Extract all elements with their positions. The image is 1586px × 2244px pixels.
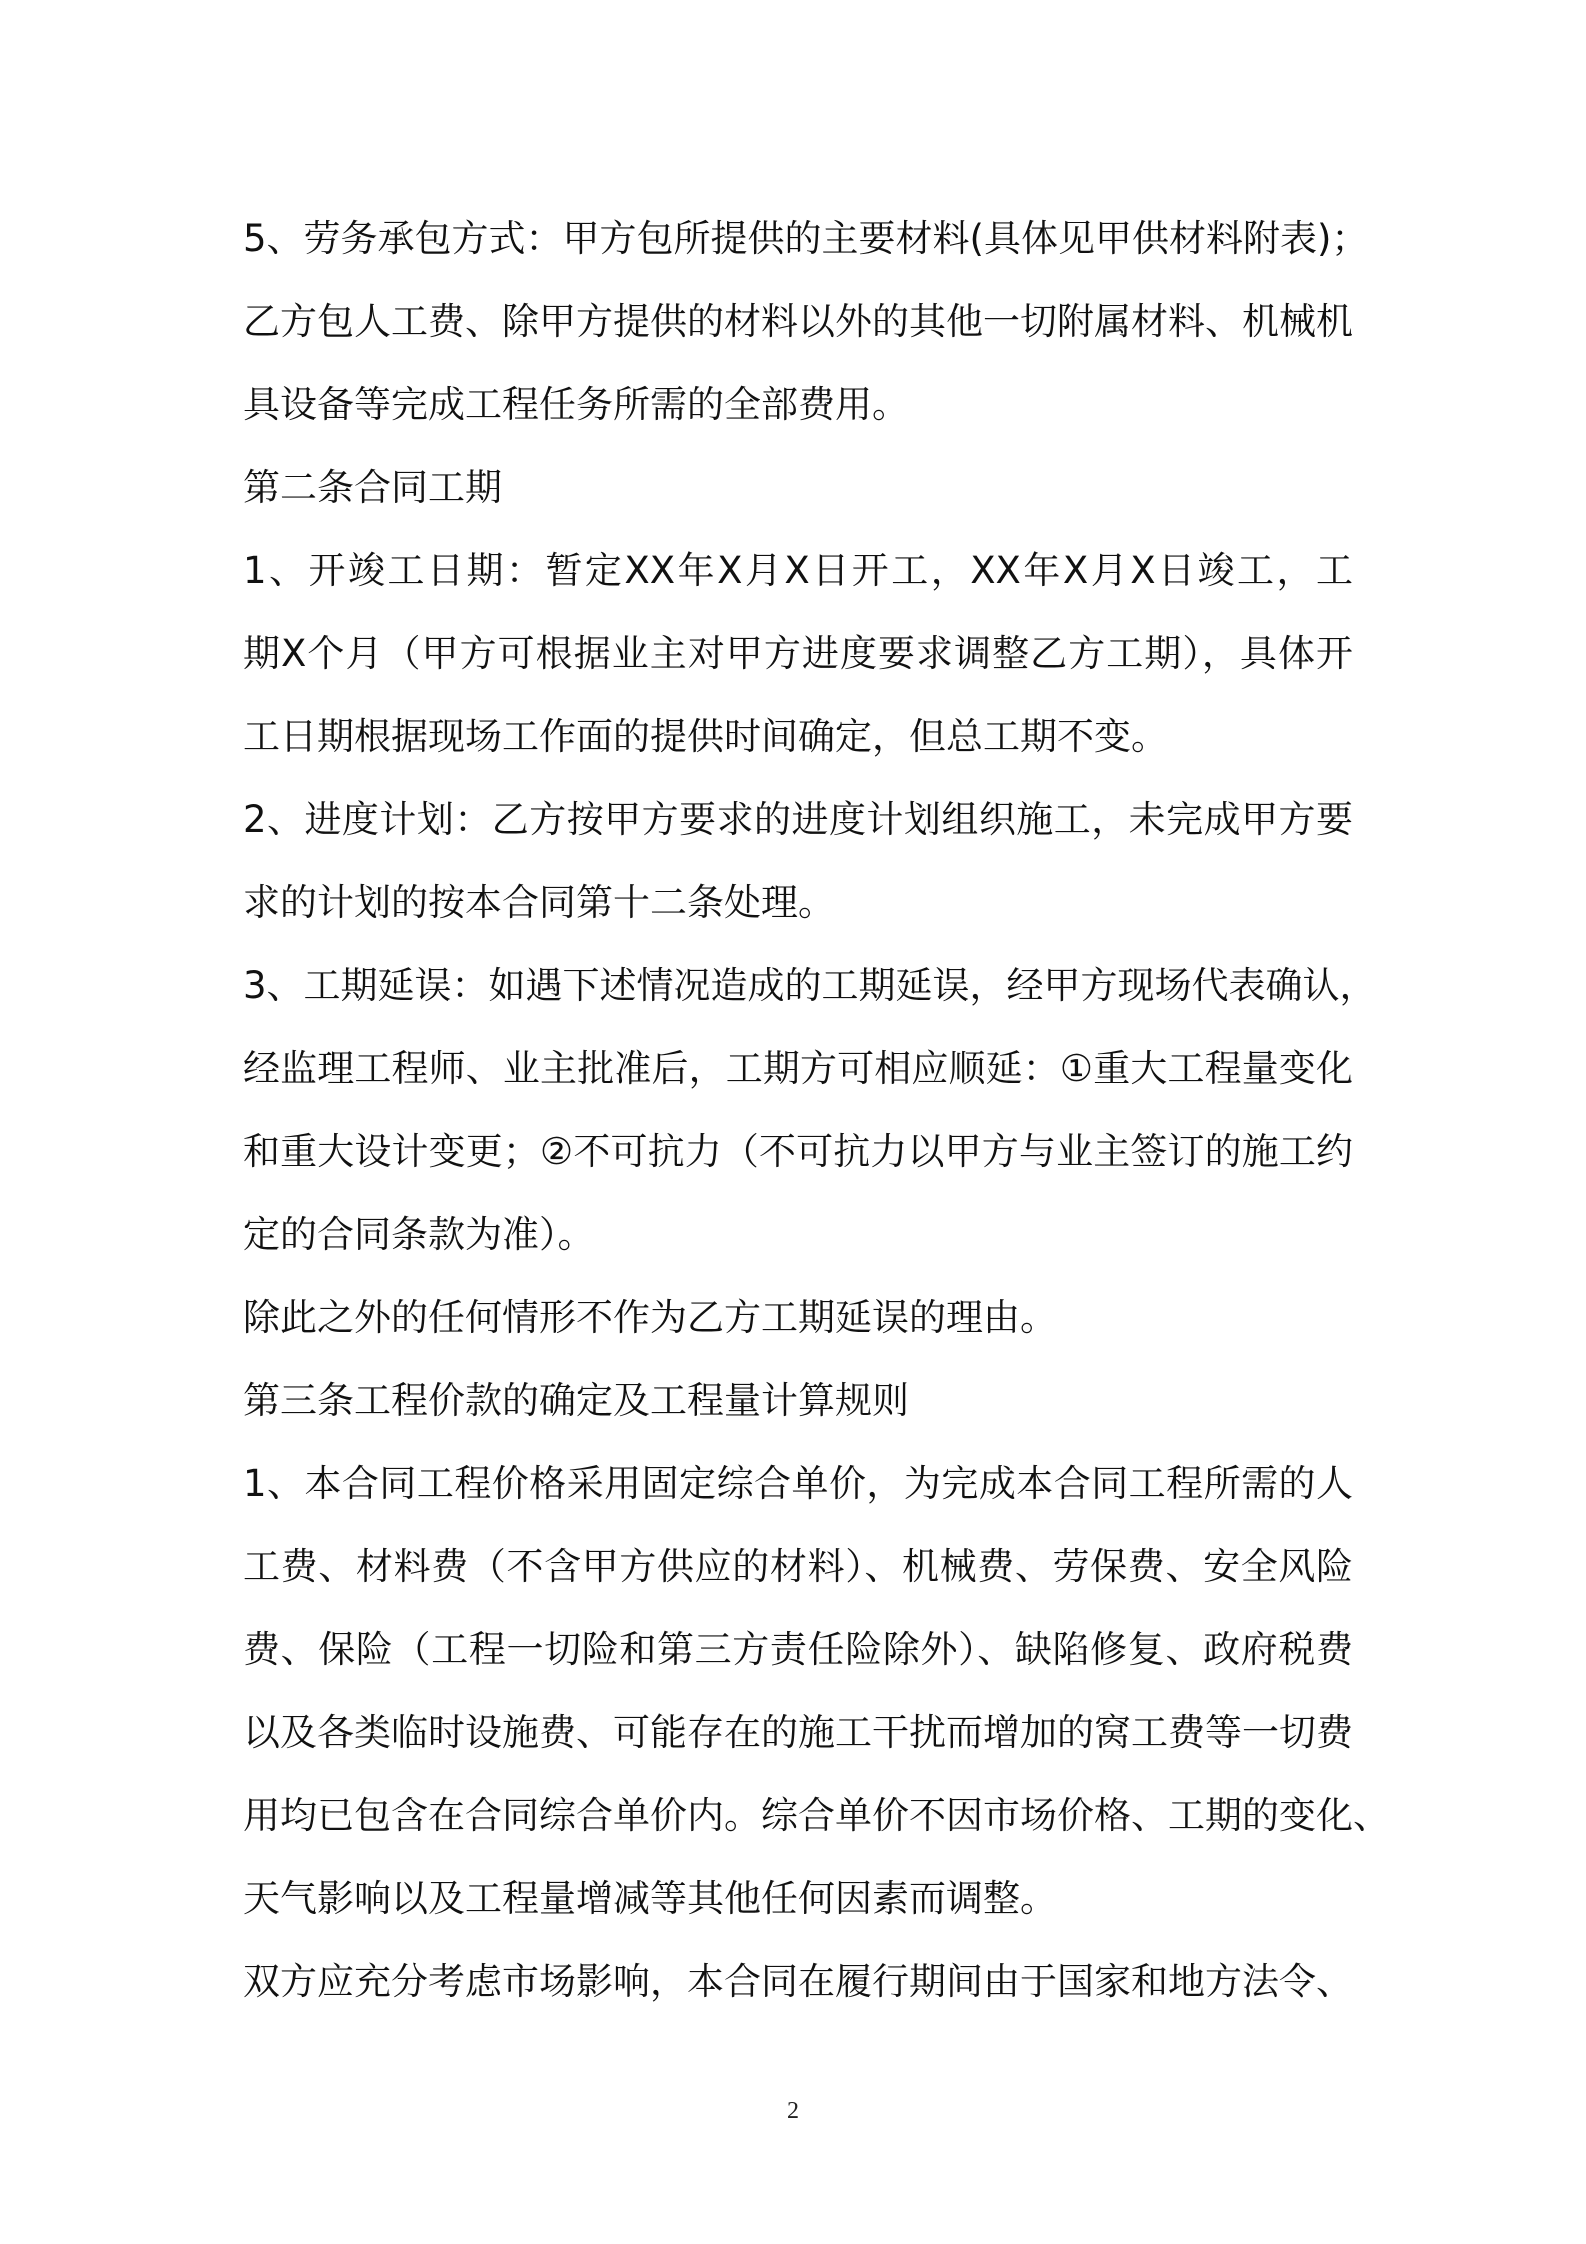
page-number: 2 (787, 2098, 799, 2124)
text-line: 具设备等完成工程任务所需的全部费用。 (243, 383, 909, 426)
text-line: 双方应充分考虑市场影响，本合同在履行期间由于国家和地方法令、 (243, 1960, 1353, 2003)
text-line: 天气影响以及工程量增减等其他任何因素而调整。 (243, 1877, 1057, 1920)
section-heading: 第二条合同工期 (243, 466, 502, 509)
text-line: 工费、材料费（不含甲方供应的材料）、机械费、劳保费、安全风险 (243, 1545, 1353, 1588)
text-line: 求的计划的按本合同第十二条处理。 (243, 881, 835, 924)
text-line: 1、本合同工程价格采用固定综合单价，为完成本合同工程所需的人 (243, 1462, 1353, 1505)
text-line: 经监理工程师、业主批准后，工期方可相应顺延：①重大工程量变化 (243, 1047, 1353, 1090)
text-line: 期X个月（甲方可根据业主对甲方进度要求调整乙方工期），具体开 (243, 632, 1353, 675)
text-line: 2、进度计划：乙方按甲方要求的进度计划组织施工，未完成甲方要 (243, 798, 1353, 841)
text-line: 5、劳务承包方式：甲方包所提供的主要材料(具体见甲供材料附表)； (243, 217, 1369, 260)
text-line: 1、开竣工日期：暂定XX年X月X日开工，XX年X月X日竣工，工 (243, 549, 1353, 592)
text-line: 和重大设计变更；②不可抗力（不可抗力以甲方与业主签订的施工约 (243, 1130, 1353, 1173)
text-line: 费、保险（工程一切险和第三方责任险除外）、缺陷修复、政府税费 (243, 1628, 1353, 1671)
text-line: 除此之外的任何情形不作为乙方工期延误的理由。 (243, 1296, 1057, 1339)
contract-body (243, 197, 1390, 2023)
text-line: 定的合同条款为准）。 (243, 1213, 595, 1256)
text-line: 3、工期延误：如遇下述情况造成的工期延误，经甲方现场代表确认， (243, 964, 1377, 1007)
text-line: 以及各类临时设施费、可能存在的施工干扰而增加的窝工费等一切费 (243, 1711, 1353, 1754)
text-line: 工日期根据现场工作面的提供时间确定，但总工期不变。 (243, 715, 1168, 758)
section-heading: 第三条工程价款的确定及工程量计算规则 (243, 1379, 909, 1422)
text-line: 用均已包含在合同综合单价内。综合单价不因市场价格、工期的变化、 (243, 1794, 1390, 1837)
text-line: 乙方包人工费、除甲方提供的材料以外的其他一切附属材料、机械机 (243, 300, 1353, 343)
